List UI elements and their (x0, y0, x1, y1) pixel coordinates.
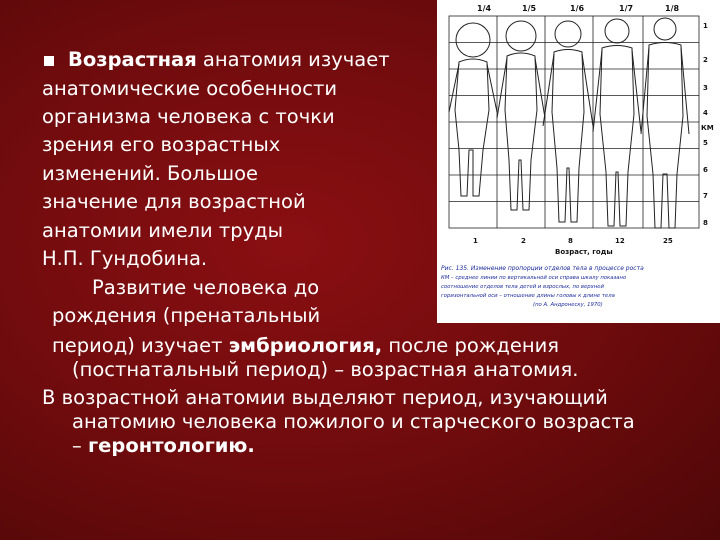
text-span: анатомия изучает (196, 48, 390, 71)
top-label: 1/6 (570, 4, 585, 13)
text-line: анатомические особенности (42, 77, 337, 100)
text-line: анатомию человека пожилого и старческого возраста (72, 410, 635, 433)
top-label: 1/8 (665, 4, 680, 13)
bottom-label: 12 (615, 237, 625, 245)
text-line (68, 48, 390, 72)
axis-title: Возраст, годы (555, 248, 613, 256)
text-line (52, 334, 559, 358)
right-unit: КМ (701, 124, 714, 132)
top-label: 1/5 (522, 4, 537, 13)
text-line: значение для возрастной (42, 190, 306, 213)
right-label: 1 (703, 22, 708, 30)
right-label: 4 (703, 109, 708, 117)
top-label: 1/7 (619, 4, 634, 13)
right-label: 5 (703, 139, 708, 147)
text-line: зрения его возрастных (42, 133, 281, 156)
right-label: 7 (703, 192, 708, 200)
right-label: 6 (703, 166, 708, 174)
right-label: 8 (703, 219, 708, 227)
bottom-label: 2 (521, 237, 526, 245)
right-label: 3 (703, 84, 708, 92)
right-label: 2 (703, 56, 708, 64)
text-line (72, 434, 255, 458)
text-line: изменений. Большое (42, 162, 259, 185)
text-line: рождения (пренатальный (52, 304, 321, 327)
bold-term: геронтологию. (87, 434, 255, 457)
caption-line: (по А. Андронеску, 1970) (533, 302, 603, 308)
caption-line: Рис. 135. Изменение пропорции отделов тела в процессе роста (441, 265, 644, 272)
text-span: период) изучает (52, 334, 229, 357)
text-line: Н.П. Гундобина. (42, 247, 208, 270)
square-bullet-icon (44, 56, 54, 66)
top-label: 1/4 (477, 4, 492, 13)
bottom-label: 8 (568, 237, 573, 245)
text-line: (постнатальный период) – возрастная анатомия. (72, 358, 579, 381)
text-span: после рождения (382, 334, 559, 357)
caption-line: горизонтальной оси – отношение длины головы к длине тела (441, 293, 615, 299)
text-line: анатомии имели труды (42, 219, 284, 242)
bottom-label: 25 (663, 237, 673, 245)
text-line: В возрастной анатомии выделяют период, изучающий (42, 386, 608, 409)
bottom-label: 1 (473, 237, 478, 245)
bold-term: эмбриология, (228, 334, 383, 357)
caption-line: КМ – среднее линии по вертикальной оси справа шкалу показано (441, 275, 627, 281)
text-span: – (72, 434, 88, 457)
bold-term: Возрастная (68, 48, 197, 71)
text-line: Развитие человека до (92, 276, 320, 299)
caption-line: соотношение отделов тела детей и взрослых, по верхней (441, 284, 604, 290)
text-line: организма человека с точки (42, 105, 335, 128)
